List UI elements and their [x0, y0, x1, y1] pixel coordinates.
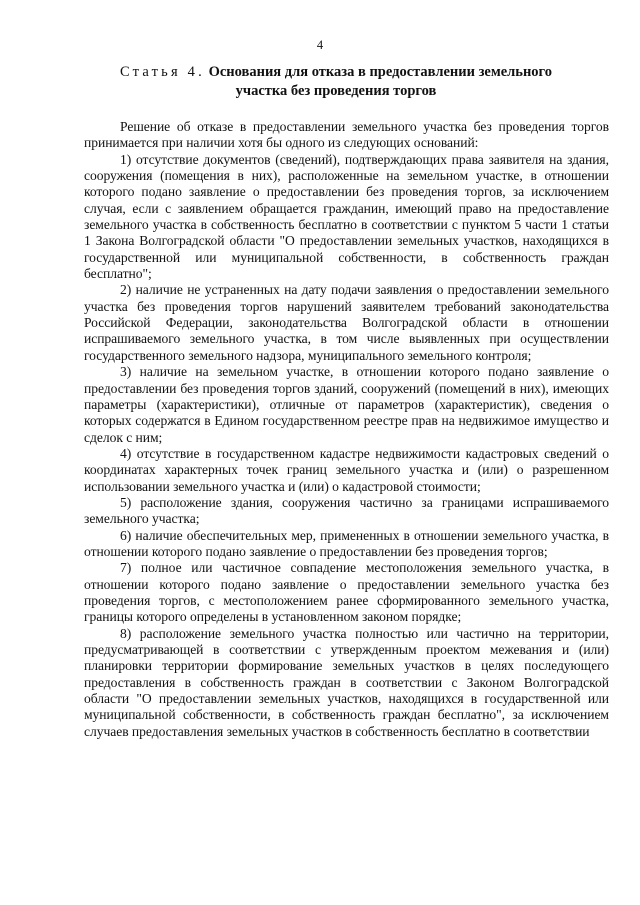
page-number: 4	[316, 38, 324, 52]
ground-item-1: 1) отсутствие документов (сведений), подтверждающих права заявителя на здания, сооружения (помещения в них), расположенные на земельном участке, в отношении которого подано заявление о предоставлении без проведения торгов, за исключением случая, если с заявлением обращается гражданин, имеющий право на предоставление земельного участка в собственность бесплатно в соответствии с пунктом 5 части 1 статьи 1 Закона Волгоградской области "О предоставлении земельных участков, находящихся в государственной или муниципальной собственности, в собственность граждан бесплатно";	[84, 151, 609, 282]
ground-item-6: 6) наличие обеспечительных мер, примененных в отношении земельного участка, в отношении которого подано заявление о предоставлении без проведения торгов;	[84, 527, 609, 559]
intro-paragraph: Решение об отказе в предоставлении земельного участка без проведения торгов принимается при наличии хотя бы одного из следующих оснований:	[84, 119, 609, 151]
ground-item-4: 4) отсутствие в государственном кадастре недвижимости кадастровых сведений о координатах характерных точек границ земельного участка и (или) о разрешенном использовании земельного участка и (или) о кадастровой стоимости;	[84, 445, 609, 494]
article-heading	[96, 63, 576, 101]
ground-item-2: 2) наличие не устраненных на дату подачи заявления о предоставлении земельного участка без проведения торгов нарушений заявителем требований законодательства Российской Федерации, законодательства Волгоградской области в отношении испрашиваемого земельного участка, в том числе выявленных при осуществлении государственного земельного надзора, муниципального земельного контроля;	[84, 282, 609, 363]
article-title: Основания для отказа в предоставлении земельного участка без проведения торгов	[208, 64, 553, 99]
ground-item-7: 7) полное или частичное совпадение местоположения земельного участка, в отношении которого подано заявление о предоставлении земельного участка без проведения торгов, с местоположением ранее сформированного земельного участка, границы которого определены в установленном законом порядке;	[84, 560, 609, 625]
ground-item-3: 3) наличие на земельном участке, в отношении которого подано заявление о предоставлении без проведения торгов зданий, сооружений (помещений в них), имеющих параметры (характеристики), отличные от параметров (характеристик), сведения о которых содержатся в Едином государственном реестре прав на недвижимое имущество и сделок с ним;	[84, 364, 609, 445]
article-body	[84, 119, 609, 740]
ground-item-5: 5) расположение здания, сооружения частично за границами испрашиваемого земельного участка;	[84, 494, 609, 527]
article-label: Статья 4.	[119, 64, 205, 80]
ground-item-8: 8) расположение земельного участка полностью или частично на территории, предусматривающей в соответствии с утвержденным проектом межевания и (или) планировки территории формирование земельных участков в целях последующего предоставления в собственность граждан в соответствии с Законом Волгоградской области "О предоставлении земельных участков, находящихся в государственной или муниципальной собственности, в собственность граждан бесплатно", за исключением случаев предоставления земельных участков в собственность бесплатно в соответствии	[84, 625, 609, 739]
